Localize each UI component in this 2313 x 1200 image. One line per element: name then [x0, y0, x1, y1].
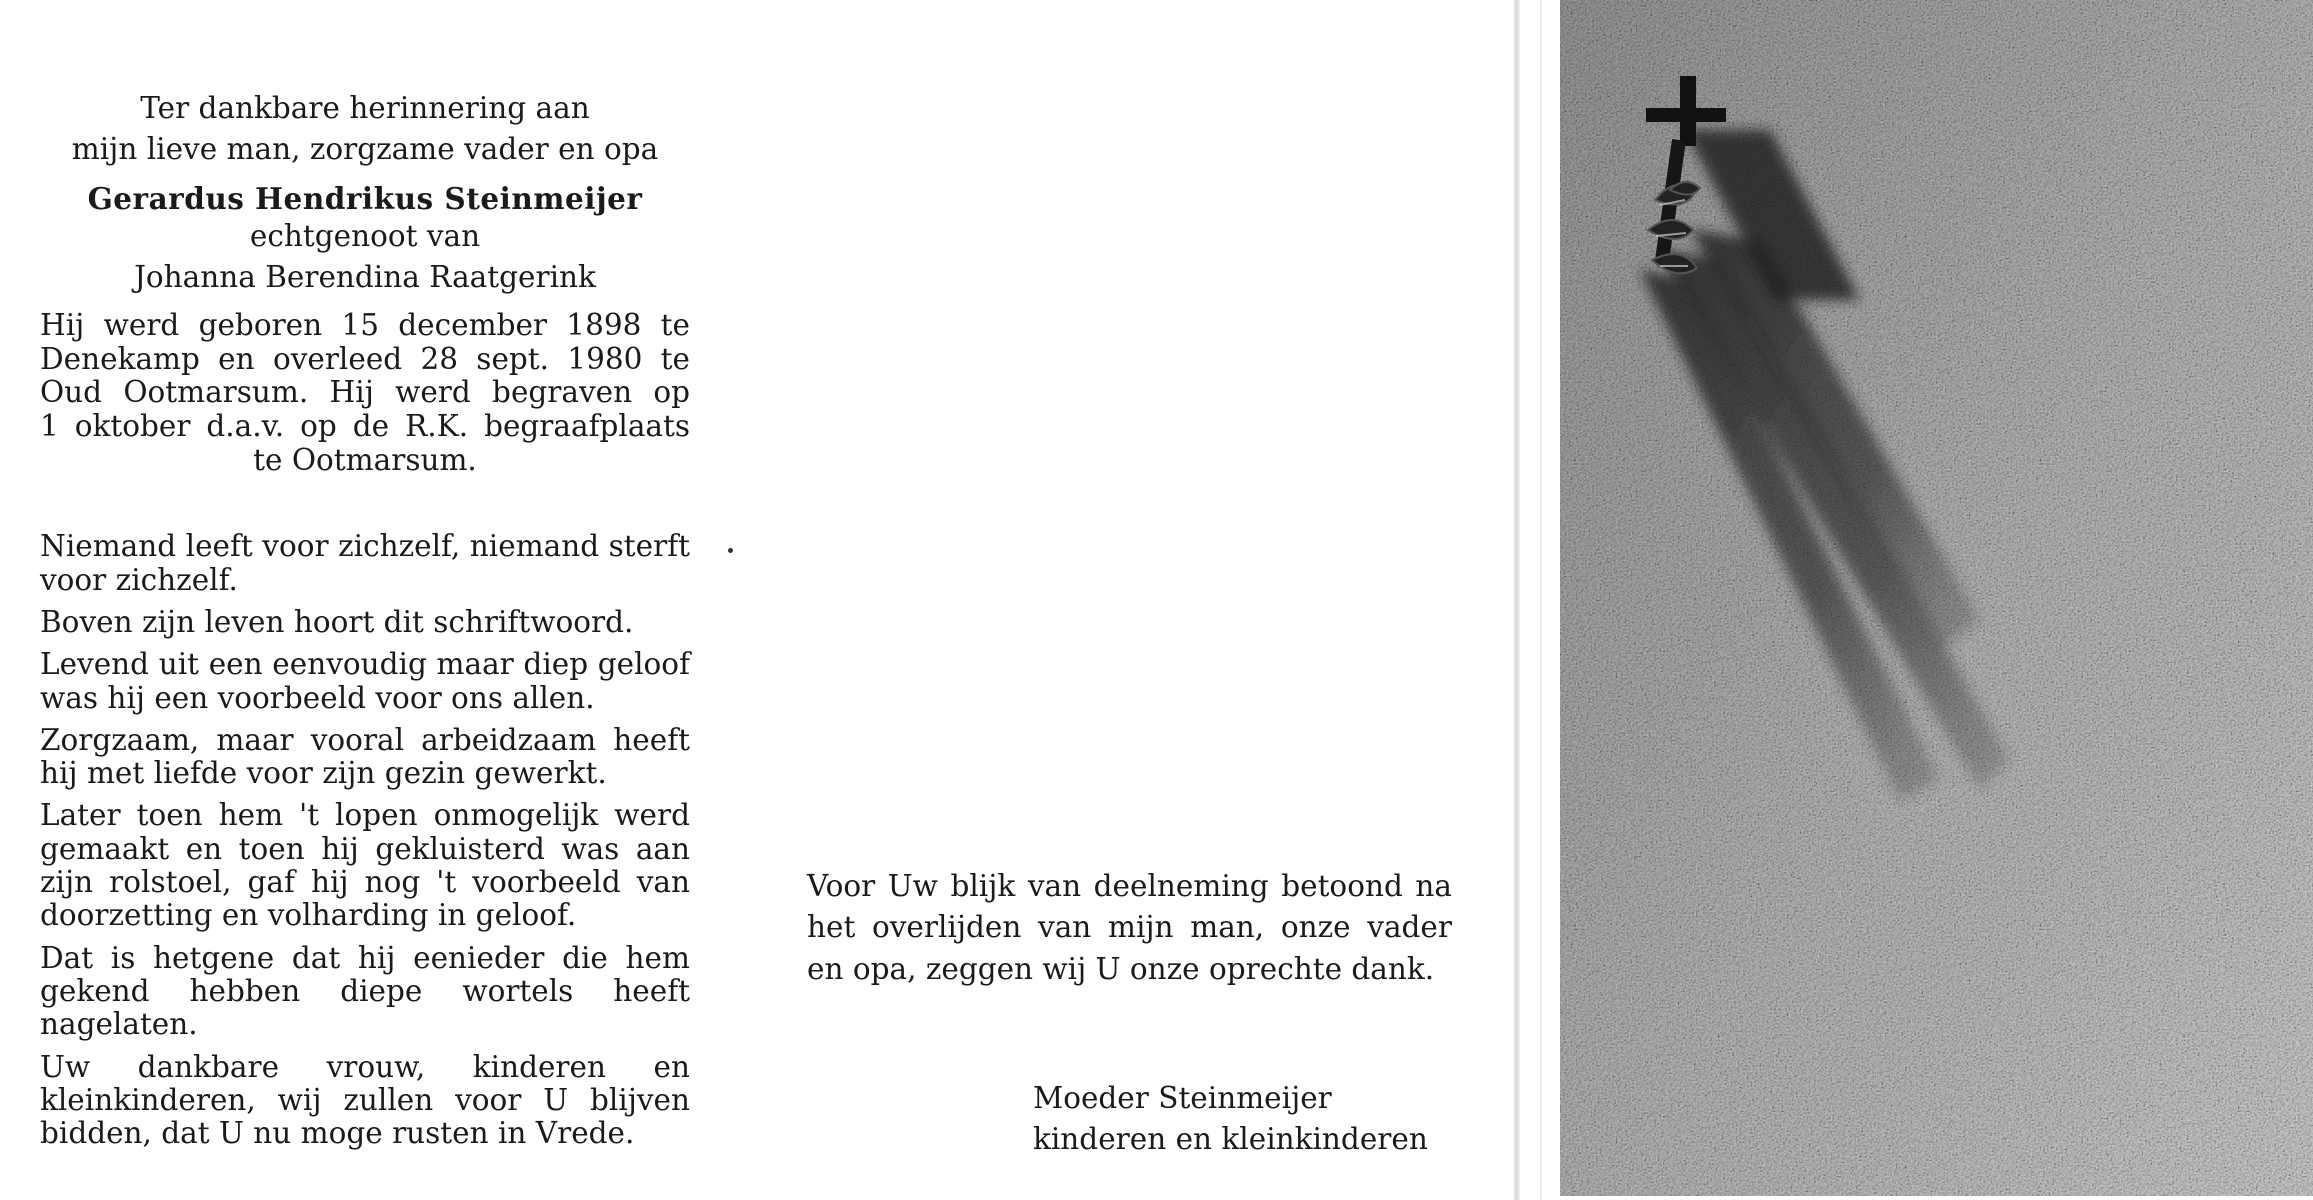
birth-line: Denekamp en overleed 28 sept. 1980 te [40, 341, 690, 376]
spouse-name: Johanna Berendina Raatgerink [134, 260, 596, 295]
birth-line: te Ootmarsum. [253, 443, 477, 478]
paragraph: Boven zijn leven hoort dit schriftwoord. [40, 604, 634, 639]
signature-line-1: Moeder Steinmeijer [1033, 1081, 1332, 1115]
birth-death-text [40, 309, 690, 479]
paragraph: Niemand leeft voor zichzelf, niemand sterft voor zichzelf. [40, 529, 690, 597]
paragraph: Levend uit een eenvoudig maar diep geloof was hij een voorbeeld voor ons allen. [40, 647, 690, 715]
fold-line [1514, 0, 1520, 1200]
paragraph: Uw dankbare vrouw, kinderen en kleinkinderen, wij zullen voor U blijven bidden, dat U nu moge rusten in Vrede. [40, 1049, 690, 1151]
paragraph: Zorgzaam, maar vooral arbeidzaam heeft hij met liefde voor zijn gezin gewerkt. [40, 722, 690, 791]
birth-line: 1 oktober d.a.v. op de R.K. begraafplaats [40, 409, 690, 444]
left-panel [40, 88, 690, 1160]
intro-line-2: mijn lieve man, zorgzame vader en opa [71, 132, 659, 167]
intro [40, 88, 690, 171]
intro-line-1: Ter dankbare herinnering aan [140, 91, 590, 125]
deceased-name: Gerardus Hendrikus Steinmeijer [87, 180, 643, 216]
birth-line: Oud Ootmarsum. Hij werd begraven op [40, 375, 690, 410]
thanks-text: Voor Uw blijk van deelneming betoond na het overlijden van mijn man, onze vader en opa, zeggen wij U onze oprechte dank. [807, 869, 1452, 986]
ink-speck [728, 548, 733, 553]
cross-shadow-photo-icon [1560, 0, 2313, 1196]
paragraph: Dat is hetgene dat hij eenieder die hem gekend hebben diepe wortels heeft nagelaten. [40, 940, 690, 1042]
signature [1033, 1078, 1428, 1161]
spouse-label: echtgenoot van [249, 218, 481, 253]
fold-line-edge [1540, 0, 1542, 1200]
paragraph: Later toen hem 't lopen onmogelijk werd gemaakt en toen hij gekluisterd was aan zijn rolstoel, gaf hij nog 't voorbeeld van doorzetting en volharding in geloof. [40, 798, 690, 933]
signature-line-2: kinderen en kleinkinderen [1033, 1122, 1428, 1157]
birth-line: Hij werd geboren 15 december 1898 te [40, 307, 690, 342]
